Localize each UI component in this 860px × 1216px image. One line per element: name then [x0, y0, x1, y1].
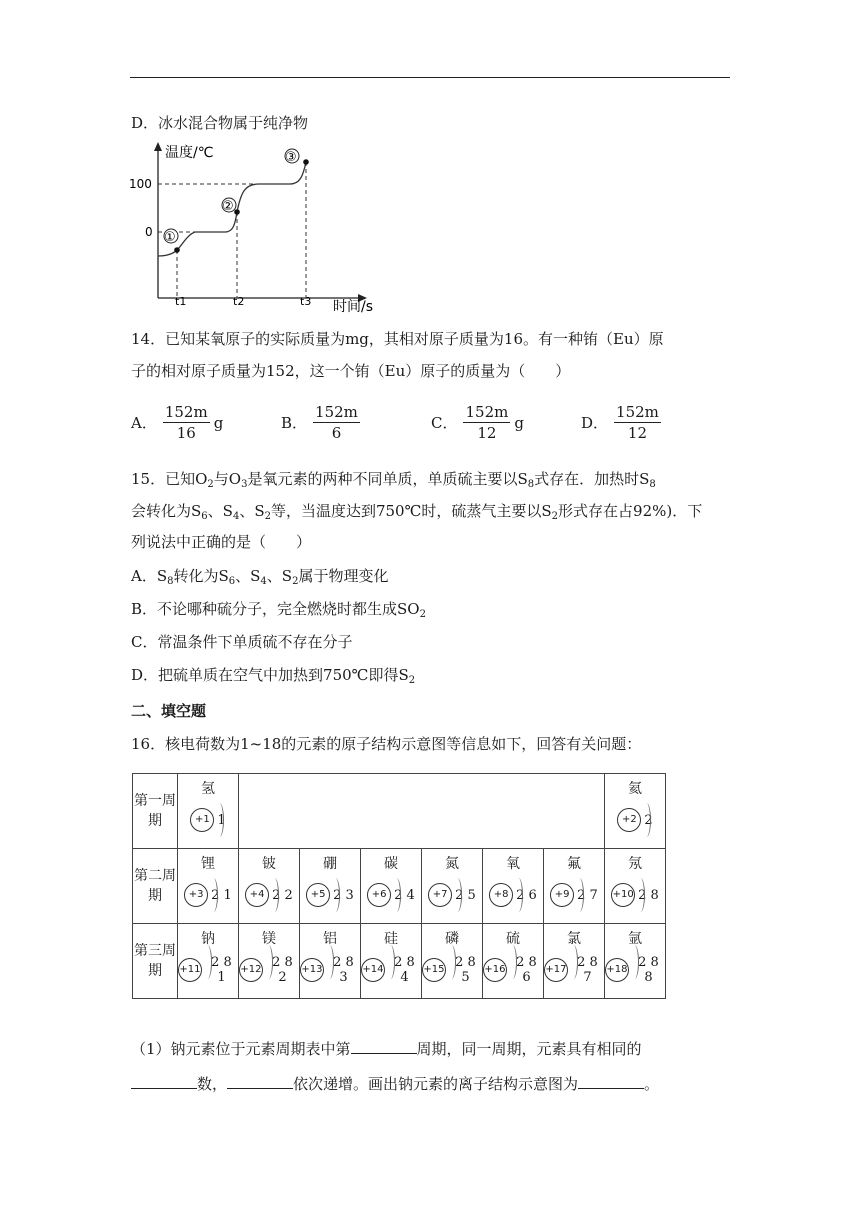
- text: 属于物理变化: [298, 567, 389, 585]
- subscript: 6: [201, 511, 208, 522]
- atom-diagram: [300, 877, 360, 913]
- electron-shells: 2 8 3: [327, 955, 360, 985]
- q15-option-b[interactable]: [131, 598, 426, 620]
- element-cell: [605, 849, 666, 924]
- text: 、S: [239, 502, 265, 520]
- element-cell: [239, 849, 300, 924]
- text: B．不论哪种硫分子，完全燃烧时都生成SO: [131, 600, 420, 618]
- text: 15．已知O: [131, 470, 208, 488]
- denominator: 12: [477, 424, 497, 442]
- subscript: 4: [232, 511, 240, 522]
- element-name: 硅: [384, 931, 398, 947]
- atom-diagram: [178, 952, 238, 988]
- answer-blank[interactable]: [351, 1039, 417, 1054]
- atom-diagram: [300, 952, 360, 988]
- option-letter: B．: [281, 414, 308, 432]
- element-cell: [178, 924, 239, 999]
- point-1-label: ①: [164, 230, 176, 245]
- electron-shells: 2 8 6: [510, 955, 543, 985]
- denominator: 6: [331, 424, 342, 442]
- q15-option-d[interactable]: [131, 664, 415, 686]
- atom-diagram: [361, 877, 421, 913]
- subscript: 6: [228, 576, 236, 587]
- electron-shells: 2 2: [272, 887, 293, 903]
- element-name: 氮: [445, 856, 459, 872]
- electron-shells: 2 8 4: [388, 955, 421, 985]
- element-name: 氧: [506, 856, 520, 872]
- period-row-1: [133, 774, 666, 849]
- element-cell-he: [605, 774, 666, 849]
- q15-line3: 列说法中正确的是（ ）: [131, 533, 312, 551]
- header-rule: [130, 77, 730, 78]
- period-row-2: [133, 849, 666, 924]
- atom-diagram: [544, 877, 604, 913]
- element-name: 锂: [201, 856, 215, 872]
- option-letter: D．: [581, 414, 609, 432]
- atom-diagram: [605, 802, 665, 838]
- point-3-label: ③: [285, 150, 297, 165]
- q15-line1: [131, 468, 656, 490]
- point-2-label: ②: [222, 199, 234, 214]
- nucleus: +8: [489, 883, 513, 907]
- electron-shells: 2 8 5: [449, 955, 482, 985]
- xtick-t3: t3: [300, 295, 312, 308]
- nucleus: +13: [300, 958, 324, 982]
- xtick-t1: t1: [175, 295, 187, 308]
- subscript: 2: [419, 609, 426, 620]
- nucleus: +5: [306, 883, 330, 907]
- element-cell: [178, 849, 239, 924]
- atom-diagram: [422, 877, 482, 913]
- element-cell: [422, 924, 483, 999]
- nucleus: +3: [184, 883, 208, 907]
- element-cell-h: [178, 774, 239, 849]
- text: 与O: [213, 470, 242, 488]
- temperature-time-chart: [125, 140, 395, 315]
- denominator: 12: [627, 424, 647, 442]
- q14-option-d[interactable]: [581, 402, 665, 443]
- subscript: 2: [292, 576, 299, 587]
- atom-diagram: [361, 952, 421, 988]
- text: 形式存在占92%)．下: [558, 502, 703, 520]
- text: 、S: [207, 502, 233, 520]
- point-3-dot: [303, 159, 309, 165]
- nucleus: +4: [245, 883, 269, 907]
- text: 数，: [197, 1075, 228, 1093]
- atom-diagram: [483, 877, 543, 913]
- fraction: [163, 402, 210, 443]
- electron-shells: 2 4: [394, 887, 415, 903]
- element-cell: [422, 849, 483, 924]
- element-name: 氟: [567, 856, 581, 872]
- period-label: 第一周期: [133, 774, 178, 849]
- nucleus: +14: [361, 958, 385, 982]
- q16-1-line2: [131, 1073, 659, 1094]
- subscript: 8: [649, 479, 656, 490]
- option-letter: C．: [431, 414, 458, 432]
- q13-option-d: D．冰水混合物属于纯净物: [131, 114, 309, 132]
- electron-shells: 2 3: [333, 887, 354, 903]
- subscript: 2: [264, 511, 271, 522]
- answer-blank[interactable]: [131, 1074, 197, 1089]
- fraction: [313, 402, 360, 443]
- subscript: 2: [408, 675, 416, 686]
- q16-intro: 16．核电荷数为1~18的元素的原子结构示意图等信息如下，回答有关问题：: [131, 735, 642, 753]
- electron-shells: 2 8: [638, 887, 659, 903]
- answer-blank[interactable]: [578, 1074, 644, 1089]
- fraction: [614, 402, 661, 443]
- nucleus: +18: [605, 958, 629, 982]
- text: D．把硫单质在空气中加热到750℃即得S: [131, 666, 409, 684]
- empty-cell: [422, 774, 483, 849]
- ytick-100: 100: [129, 177, 152, 191]
- periodic-table: [132, 773, 666, 999]
- empty-cell: [544, 774, 605, 849]
- nucleus: +15: [422, 958, 446, 982]
- option-letter: A．: [131, 414, 157, 432]
- numerator: 152m: [164, 403, 208, 421]
- q14-option-b[interactable]: [281, 402, 364, 443]
- y-axis-arrow: [154, 142, 162, 151]
- q14-line1: 14．已知某氧原子的实际质量为mg，其相对原子质量为16。有一种铕（Eu）原: [131, 330, 664, 348]
- nucleus: +17: [544, 958, 568, 982]
- element-name: 氦: [628, 781, 642, 797]
- element-name: 铍: [262, 856, 276, 872]
- element-name: 铝: [323, 931, 337, 947]
- text: 依次递增。画出钠元素的离子结构示意图为: [293, 1075, 579, 1093]
- ytick-0: 0: [145, 225, 153, 239]
- numerator: 152m: [616, 403, 659, 421]
- subscript: 4: [260, 576, 267, 587]
- q14-line2: 子的相对原子质量为152，这一个铕（Eu）原子的质量为（ ）: [131, 362, 571, 380]
- atom-diagram: [178, 877, 238, 913]
- element-name: 氖: [628, 856, 642, 872]
- q15-option-a[interactable]: [131, 565, 388, 587]
- electron-shells: 2 7: [577, 887, 598, 903]
- subscript: 2: [551, 511, 559, 522]
- denominator: 16: [176, 424, 196, 442]
- unit: g: [213, 413, 224, 432]
- atom-diagram: [178, 802, 238, 838]
- empty-cell: [239, 774, 300, 849]
- electron-shells: 2 1: [211, 887, 232, 903]
- electron-shells: 1: [217, 812, 226, 828]
- empty-cell: [361, 774, 422, 849]
- section-title: 二、填空题: [131, 702, 207, 720]
- text: 、S: [266, 567, 293, 585]
- q14-option-a[interactable]: [131, 402, 223, 443]
- element-name: 镁: [262, 931, 276, 947]
- element-cell: [361, 924, 422, 999]
- atom-diagram: [544, 952, 604, 988]
- element-cell: [483, 924, 544, 999]
- unit: g: [514, 413, 524, 432]
- element-cell: [300, 849, 361, 924]
- atom-diagram: [422, 952, 482, 988]
- subscript: 3: [241, 479, 248, 490]
- q15-option-c[interactable]: C．常温条件下单质硫不存在分子: [131, 633, 353, 651]
- electron-shells: 2 8 2: [266, 955, 299, 985]
- text: 、S: [235, 567, 261, 585]
- text: 是氧元素的两种不同单质，单质硫主要以S: [247, 470, 528, 488]
- q15-line2: [131, 500, 702, 522]
- element-name: 钠: [201, 931, 215, 947]
- element-name: 氯: [567, 931, 581, 947]
- text: （1）钠元素位于元素周期表中第: [131, 1040, 351, 1058]
- period-label: 第三周期: [133, 924, 178, 999]
- text: 会转化为S: [131, 502, 202, 520]
- nucleus: +7: [428, 883, 452, 907]
- nucleus: +11: [178, 958, 202, 982]
- subscript: 8: [167, 576, 174, 587]
- point-2-dot: [234, 209, 240, 215]
- empty-cell: [483, 774, 544, 849]
- q14-option-c[interactable]: [431, 402, 524, 443]
- nucleus: +10: [611, 883, 635, 907]
- atom-diagram: [483, 952, 543, 988]
- atom-diagram: [605, 952, 665, 988]
- point-1-dot: [174, 247, 180, 253]
- atom-diagram: [605, 877, 665, 913]
- text: A．S: [131, 567, 168, 585]
- element-name: 氩: [628, 931, 642, 947]
- text: 。: [644, 1075, 660, 1093]
- element-cell: [605, 924, 666, 999]
- text: 转化为S: [173, 567, 229, 585]
- element-name: 硫: [506, 931, 520, 947]
- empty-cell: [300, 774, 361, 849]
- atom-diagram: [239, 877, 299, 913]
- electron-shells: 2: [644, 812, 653, 828]
- subscript: 2: [207, 479, 214, 490]
- period-row-3: [133, 924, 666, 999]
- element-cell: [483, 849, 544, 924]
- y-axis-label: 温度/℃: [165, 145, 214, 161]
- electron-shells: 2 6: [516, 887, 537, 903]
- element-cell: [544, 924, 605, 999]
- nucleus: +9: [550, 883, 574, 907]
- period-label: 第二周期: [133, 849, 178, 924]
- answer-blank[interactable]: [227, 1074, 293, 1089]
- element-cell: [544, 849, 605, 924]
- element-cell: [361, 849, 422, 924]
- nucleus: +12: [239, 958, 263, 982]
- element-name: 硼: [323, 856, 337, 872]
- text: 等，当温度达到750℃时，硫蒸气主要以S: [270, 502, 552, 520]
- numerator: 152m: [465, 403, 509, 421]
- text: 周期，同一周期，元素具有相同的: [416, 1040, 642, 1058]
- electron-shells: 2 8 8: [632, 955, 665, 985]
- electron-shells: 2 8 1: [205, 955, 238, 985]
- electron-shells: 2 8 7: [571, 955, 604, 985]
- xtick-t2: t2: [233, 295, 245, 308]
- element-cell: [239, 924, 300, 999]
- element-name: 磷: [445, 931, 459, 947]
- element-cell: [300, 924, 361, 999]
- element-name: 碳: [384, 856, 398, 872]
- numerator: 152m: [315, 403, 358, 421]
- subscript: 8: [527, 479, 535, 490]
- nucleus: +6: [367, 883, 391, 907]
- fraction: [463, 402, 510, 443]
- nucleus: +16: [483, 958, 507, 982]
- q16-1-line1: [131, 1038, 642, 1059]
- nucleus: +1: [190, 808, 214, 832]
- atom-diagram: [239, 952, 299, 988]
- x-axis-label: 时间/s: [333, 299, 374, 315]
- nucleus: +2: [617, 808, 641, 832]
- text: 式存在．加热时S: [534, 470, 650, 488]
- element-name: 氢: [201, 781, 215, 797]
- electron-shells: 2 5: [455, 887, 476, 903]
